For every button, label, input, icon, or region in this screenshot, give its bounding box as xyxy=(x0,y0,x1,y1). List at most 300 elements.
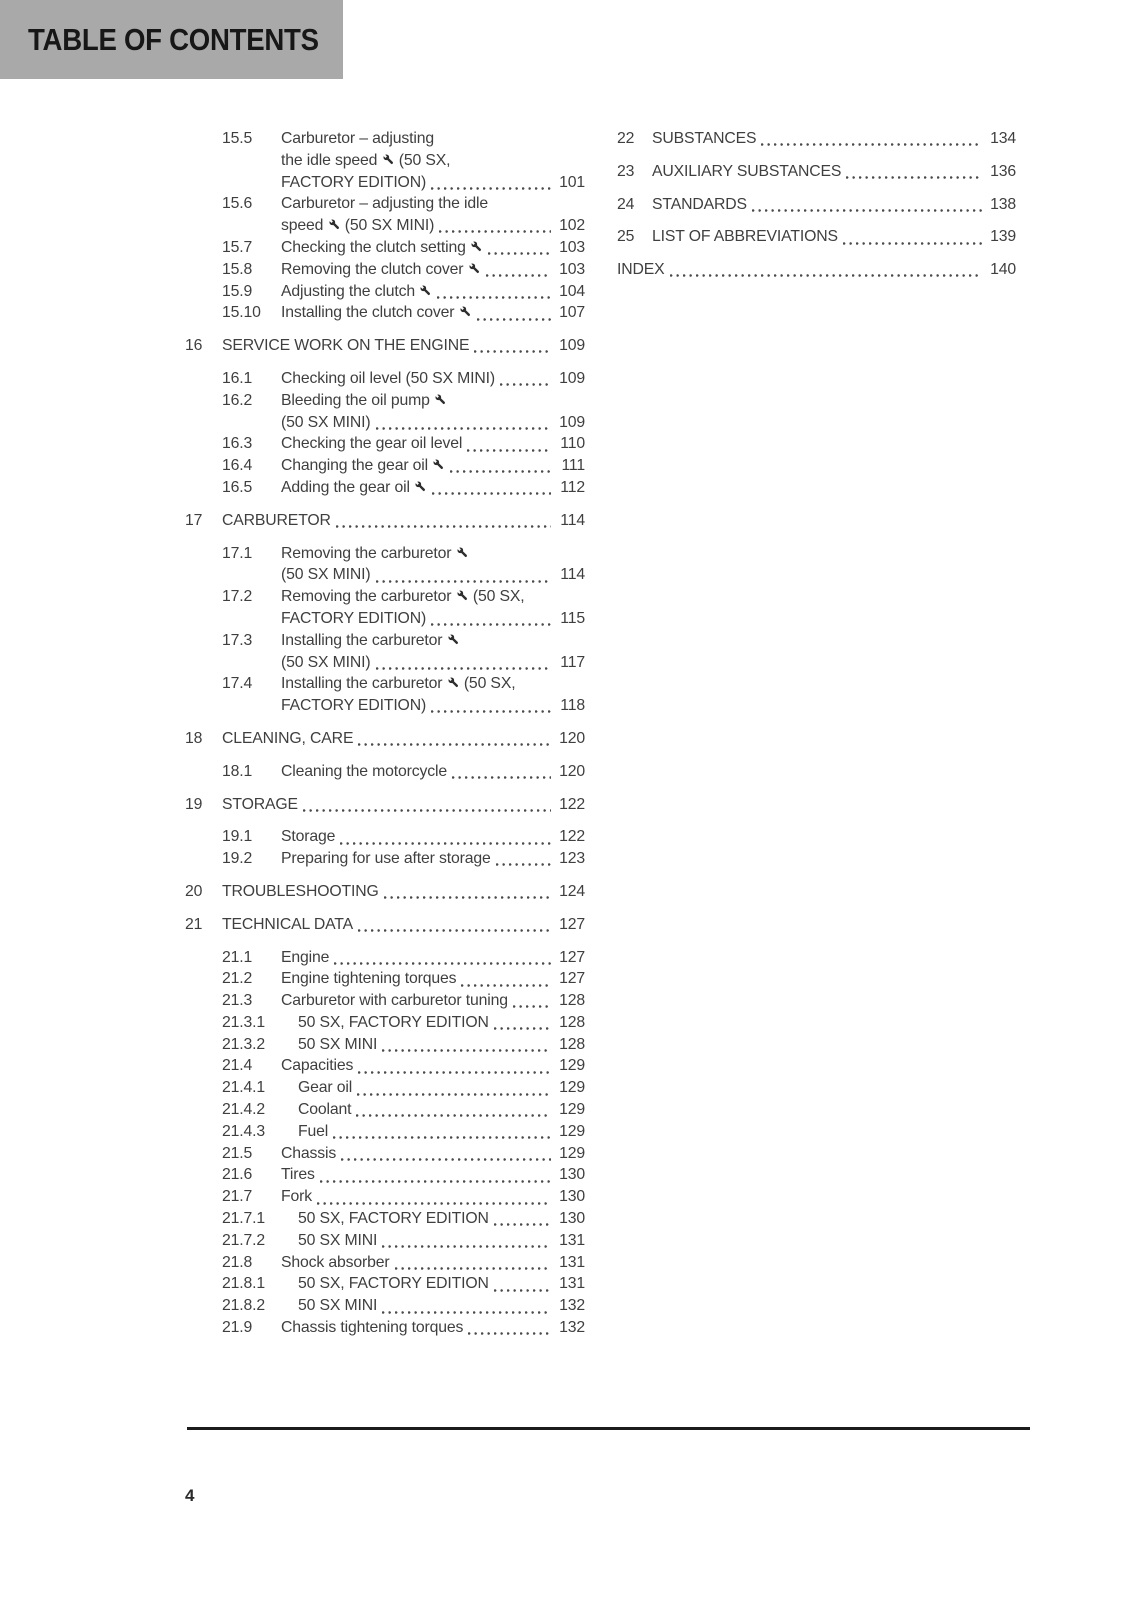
toc-entry-page: 139 xyxy=(990,228,1016,246)
dot-leader xyxy=(303,794,551,816)
toc-entry-body xyxy=(652,128,1016,150)
toc-entry-page: 134 xyxy=(990,130,1016,147)
toc-entry-line xyxy=(298,1230,585,1252)
toc-entry-title: Carburetor with carburetor tuning xyxy=(281,992,508,1010)
toc-entry-number: 22 xyxy=(617,130,635,147)
dot-leader xyxy=(494,1273,551,1295)
toc-entry xyxy=(185,1252,585,1274)
dot-leader xyxy=(450,455,551,477)
toc-entry-title: Adjusting the clutch xyxy=(281,281,432,303)
toc-entry xyxy=(185,947,585,969)
toc-entry-line xyxy=(298,1295,585,1317)
page-title: TABLE OF CONTENTS xyxy=(28,21,319,57)
toc-entry-page: 103 xyxy=(559,260,585,278)
dot-leader xyxy=(382,1034,551,1056)
toc-entry-title: (50 SX MINI) xyxy=(281,653,371,671)
toc-entry-page: 115 xyxy=(560,609,585,627)
dot-leader xyxy=(376,564,552,586)
toc-entry-line xyxy=(281,455,585,477)
dot-leader xyxy=(358,914,551,936)
toc-entry-number: 15.9 xyxy=(222,282,253,300)
toc-entry-page: 130 xyxy=(559,1188,585,1206)
toc-entry-line: Bleeding the oil pump xyxy=(281,390,585,412)
toc-entry-page: 130 xyxy=(559,1210,585,1228)
toc-entry xyxy=(185,1273,585,1295)
toc-entry xyxy=(185,335,585,357)
toc-entry-page: 127 xyxy=(559,915,585,933)
dot-leader xyxy=(395,1252,551,1274)
toc-entry-line: the idle speed (50 SX, xyxy=(281,151,451,169)
toc-entry-title: (50 SX MINI) xyxy=(281,413,371,431)
dot-leader xyxy=(382,1230,551,1252)
toc-entry-body xyxy=(281,947,585,969)
toc-entry-page: 112 xyxy=(560,478,585,496)
dot-leader xyxy=(431,608,551,630)
toc-entry-number: 17.2 xyxy=(222,588,253,606)
toc-entry-title: Changing the gear oil xyxy=(281,455,445,477)
toc-entry-number: 18 xyxy=(185,729,203,747)
toc-entry-line xyxy=(281,302,585,324)
toc-entry-number: 24 xyxy=(617,195,635,213)
toc-entry-title: 50 SX, FACTORY EDITION xyxy=(298,1013,489,1031)
toc-entry-page: 130 xyxy=(559,1166,585,1184)
toc-entry-line xyxy=(281,652,585,674)
toc-entry-page: 117 xyxy=(560,653,585,671)
toc-entry-page: 101 xyxy=(559,173,585,191)
toc-entry xyxy=(185,193,585,237)
toc-entry-body xyxy=(281,1143,585,1165)
toc-entry-number: 21.2 xyxy=(222,970,253,988)
toc-entry-body xyxy=(617,259,1016,281)
toc-entry-number: 21.4.1 xyxy=(222,1079,266,1097)
toc-entry-page: 122 xyxy=(559,828,585,846)
dot-leader xyxy=(357,1077,551,1099)
toc-entry-number: 19.1 xyxy=(222,828,253,846)
toc-entry-body xyxy=(281,368,585,390)
wrench-icon xyxy=(456,589,469,602)
wrench-icon xyxy=(414,480,427,493)
toc-entry-page: 128 xyxy=(559,1013,585,1031)
toc-entry-body xyxy=(281,1252,585,1274)
toc-entry-body xyxy=(298,1230,585,1252)
dot-leader xyxy=(488,237,551,259)
toc-entry-body xyxy=(222,510,585,532)
toc-entry-line xyxy=(652,194,1016,216)
toc-entry-body xyxy=(222,728,585,750)
toc-entry-body xyxy=(281,1186,585,1208)
toc-entry-line xyxy=(281,564,585,586)
toc-entry-page: 129 xyxy=(559,1122,585,1140)
toc-entry-title: CLEANING, CARE xyxy=(222,729,354,747)
toc-entry-line xyxy=(298,1077,585,1099)
toc-entry-number: 23 xyxy=(617,162,635,180)
footer-rule xyxy=(187,1427,1030,1430)
toc-entry xyxy=(185,848,585,870)
toc-entry-title: Adding the gear oil xyxy=(281,477,427,499)
toc-entry-title: 50 SX, FACTORY EDITION xyxy=(298,1210,489,1228)
toc-entry-page: 107 xyxy=(559,304,585,322)
toc-entry-title: Storage xyxy=(281,828,336,846)
toc-entry-body xyxy=(222,335,585,357)
toc-entry-number: 21.5 xyxy=(222,1144,253,1162)
toc-entry-title: Fork xyxy=(281,1188,312,1206)
toc-entry xyxy=(185,302,585,324)
toc-entry-line xyxy=(298,1099,585,1121)
toc-entry-line xyxy=(222,794,585,816)
wrench-icon xyxy=(447,676,460,689)
toc-entry-title: CARBURETOR xyxy=(222,511,331,529)
toc-entry-number: 17.3 xyxy=(222,631,253,649)
toc-entry-page: 128 xyxy=(559,992,585,1010)
toc-entry-number: 16.5 xyxy=(222,478,253,496)
toc-entry xyxy=(185,673,585,717)
toc-entry-line xyxy=(281,433,585,455)
toc-entry-number: 21.4.3 xyxy=(222,1122,266,1140)
toc-entry-page: 128 xyxy=(559,1035,585,1053)
toc-entry xyxy=(185,630,585,674)
toc-entry-body xyxy=(281,543,585,587)
toc-entry xyxy=(185,1099,585,1121)
dot-leader xyxy=(474,335,551,357)
toc-entry-line xyxy=(281,368,585,390)
toc-entry xyxy=(185,128,585,193)
toc-entry-number: 16 xyxy=(185,337,203,355)
toc-entry-number: 21.7.2 xyxy=(222,1231,266,1249)
toc-entry xyxy=(185,1077,585,1099)
toc-entry-body xyxy=(281,128,585,193)
dot-leader xyxy=(431,695,551,717)
toc-entry-title: Fuel xyxy=(298,1122,329,1140)
toc-entry-page: 131 xyxy=(559,1231,585,1249)
toc-entry xyxy=(617,194,1016,216)
toc-entry-line xyxy=(617,259,1016,281)
toc-entry-body xyxy=(298,1121,585,1143)
toc-entry-number: 16.2 xyxy=(222,391,253,409)
toc-entry-body xyxy=(298,1077,585,1099)
toc-entry xyxy=(185,968,585,990)
toc-entry-page: 140 xyxy=(990,261,1016,279)
toc-entry-line xyxy=(222,881,585,903)
toc-entry-line xyxy=(652,128,1016,150)
dot-leader xyxy=(467,433,551,455)
toc-entry xyxy=(185,1230,585,1252)
dot-leader xyxy=(376,412,552,434)
toc-entry-page: 114 xyxy=(560,566,585,584)
toc-entry xyxy=(185,543,585,587)
wrench-icon xyxy=(470,240,483,253)
toc-entry-line xyxy=(652,226,1016,248)
toc-entry-body xyxy=(298,1034,585,1056)
toc-entry-body xyxy=(298,1208,585,1230)
dot-leader xyxy=(843,226,982,248)
toc-entry-number: 21.8.2 xyxy=(222,1297,266,1315)
toc-entry-page: 118 xyxy=(560,697,585,715)
toc-entry-title: Engine xyxy=(281,948,330,966)
toc-entry-line xyxy=(281,1055,585,1077)
toc-entry-line xyxy=(298,1034,585,1056)
dot-leader xyxy=(437,281,551,303)
toc-entry-body xyxy=(281,433,585,455)
toc-entry-line xyxy=(281,968,585,990)
toc-entry-line xyxy=(281,608,585,630)
toc-entry-number: 17.1 xyxy=(222,544,253,562)
toc-entry-body xyxy=(281,1055,585,1077)
toc-entry-number: 18.1 xyxy=(222,762,253,780)
dot-leader xyxy=(340,826,551,848)
toc-entry xyxy=(185,237,585,259)
dot-leader xyxy=(439,215,551,237)
toc-entry-number: 15.6 xyxy=(222,195,253,213)
toc-entry xyxy=(617,161,1016,183)
toc-entry-number: 21.3.1 xyxy=(222,1013,266,1031)
toc-entry-page: 109 xyxy=(559,337,585,355)
toc-entry-page: 102 xyxy=(559,217,585,235)
toc-column-right xyxy=(617,128,1016,1339)
toc-entry-line xyxy=(281,281,585,303)
dot-leader xyxy=(500,368,551,390)
toc-entry-body xyxy=(222,881,585,903)
toc-entry-body xyxy=(281,761,585,783)
toc-entry-title: Tires xyxy=(281,1166,315,1184)
toc-entry-line xyxy=(222,510,585,532)
toc-entry-number: 21.8 xyxy=(222,1253,253,1271)
wrench-icon xyxy=(447,633,460,646)
toc-entry-number: 21.7.1 xyxy=(222,1210,266,1228)
dot-leader xyxy=(432,477,551,499)
toc-entry-number: 25 xyxy=(617,228,635,246)
toc-columns xyxy=(185,128,1016,1339)
toc-entry-number: 21.8.1 xyxy=(222,1275,266,1293)
toc-entry-title: Checking the clutch setting xyxy=(281,237,483,259)
dot-leader xyxy=(761,128,982,150)
wrench-icon xyxy=(382,153,395,166)
toc-entry-number: 15.10 xyxy=(222,304,261,322)
toc-entry-page: 129 xyxy=(559,1057,585,1075)
toc-entry-page: 129 xyxy=(559,1144,585,1162)
toc-entry-page: 131 xyxy=(559,1253,585,1271)
toc-entry-number: 15.7 xyxy=(222,238,253,256)
toc-entry-number: 21.4.2 xyxy=(222,1101,266,1119)
toc-entry xyxy=(185,586,585,630)
toc-entry-body xyxy=(281,848,585,870)
toc-entry-line xyxy=(281,1164,585,1186)
toc-entry-body xyxy=(281,477,585,499)
toc-entry-title: Chassis xyxy=(281,1144,337,1162)
toc-entry-number: 21.1 xyxy=(222,948,253,966)
toc-entry xyxy=(185,390,585,434)
toc-entry-page: 138 xyxy=(990,195,1016,213)
toc-entry-line xyxy=(281,1143,585,1165)
toc-entry xyxy=(185,281,585,303)
toc-entry-title: STORAGE xyxy=(222,795,298,813)
toc-entry-number: 21.7 xyxy=(222,1188,253,1206)
toc-entry-number: 19 xyxy=(185,795,203,813)
dot-leader xyxy=(358,1055,551,1077)
toc-entry-line xyxy=(652,161,1016,183)
toc-entry-body xyxy=(222,914,585,936)
toc-entry-body xyxy=(298,1295,585,1317)
toc-entry-line xyxy=(281,477,585,499)
toc-entry-title: speed (50 SX MINI) xyxy=(281,217,435,235)
toc-entry xyxy=(185,1055,585,1077)
toc-entry-line xyxy=(281,215,585,237)
dot-leader xyxy=(358,728,551,750)
toc-entry-title: Gear oil xyxy=(298,1079,353,1097)
toc-entry-page: 120 xyxy=(559,762,585,780)
dot-leader xyxy=(670,259,982,281)
toc-entry xyxy=(185,433,585,455)
toc-entry-line: Carburetor – adjusting the idle xyxy=(281,195,488,213)
toc-entry-title: 50 SX MINI xyxy=(298,1297,378,1315)
dot-leader xyxy=(356,1099,551,1121)
toc-entry xyxy=(185,1121,585,1143)
toc-entry-body xyxy=(298,1012,585,1034)
toc-entry xyxy=(185,1208,585,1230)
toc-entry-number: 21.4 xyxy=(222,1057,253,1075)
toc-entry-title: Checking oil level (50 SX MINI) xyxy=(281,369,495,387)
toc-entry xyxy=(185,761,585,783)
toc-entry-line xyxy=(281,172,585,194)
wrench-icon xyxy=(419,284,432,297)
toc-entry-body xyxy=(281,1164,585,1186)
toc-entry-body xyxy=(281,586,585,630)
toc-entry-line xyxy=(281,1186,585,1208)
toc-column-left xyxy=(185,128,585,1339)
toc-entry xyxy=(185,1012,585,1034)
dot-leader xyxy=(494,1012,551,1034)
toc-entry xyxy=(185,881,585,903)
toc-entry xyxy=(617,128,1016,150)
toc-entry-title: INDEX xyxy=(617,261,665,279)
wrench-icon xyxy=(459,305,472,318)
dot-leader xyxy=(431,172,551,194)
toc-entry-body xyxy=(281,237,585,259)
toc-entry xyxy=(185,914,585,936)
toc-entry-line: Installing the carburetor xyxy=(281,630,585,652)
toc-entry-title: (50 SX MINI) xyxy=(281,566,371,584)
toc-entry-page: 109 xyxy=(559,369,585,387)
toc-entry-line xyxy=(281,412,585,434)
wrench-icon xyxy=(432,458,445,471)
toc-entry-title: Removing the clutch cover xyxy=(281,259,481,281)
toc-entry-body xyxy=(281,455,585,477)
toc-entry-title: Installing the clutch cover xyxy=(281,302,472,324)
toc-entry-page: 104 xyxy=(559,282,585,300)
toc-entry-line xyxy=(281,237,585,259)
toc-entry-title: TECHNICAL DATA xyxy=(222,915,354,933)
toc-entry xyxy=(185,477,585,499)
toc-entry-number: 21 xyxy=(185,915,203,933)
toc-entry-number: 19.2 xyxy=(222,850,253,868)
toc-entry-body xyxy=(298,1099,585,1121)
toc-entry-page: 127 xyxy=(559,970,585,988)
toc-entry-title: 50 SX MINI xyxy=(298,1231,378,1249)
wrench-icon xyxy=(456,546,469,559)
toc-entry-title: Engine tightening torques xyxy=(281,970,457,988)
toc-entry-page: 103 xyxy=(559,238,585,256)
dot-leader xyxy=(336,510,551,532)
toc-entry-title: 50 SX, FACTORY EDITION xyxy=(298,1275,489,1293)
toc-entry-title: LIST OF ABBREVIATIONS xyxy=(652,228,838,246)
toc-entry xyxy=(185,1295,585,1317)
toc-entry-line xyxy=(281,848,585,870)
dot-leader xyxy=(513,990,551,1012)
toc-entry-number: 16.3 xyxy=(222,435,253,453)
toc-entry-title: 50 SX MINI xyxy=(298,1035,378,1053)
toc-entry-page: 136 xyxy=(990,162,1016,180)
toc-entry-line xyxy=(281,1252,585,1274)
dot-leader xyxy=(333,1121,551,1143)
toc-entry-title: Checking the gear oil level xyxy=(281,435,463,453)
dot-leader xyxy=(486,259,551,281)
toc-entry-number: 15.5 xyxy=(222,130,253,147)
toc-entry-line: Removing the carburetor xyxy=(281,543,585,565)
toc-entry-page: 122 xyxy=(559,795,585,813)
toc-entry-page: 129 xyxy=(559,1079,585,1097)
toc-entry xyxy=(185,794,585,816)
toc-entry-line xyxy=(298,1121,585,1143)
dot-leader xyxy=(461,968,551,990)
toc-entry-number: 16.1 xyxy=(222,369,253,387)
toc-entry-title: SUBSTANCES xyxy=(652,130,757,147)
toc-entry-line: Removing the carburetor (50 SX, xyxy=(281,588,525,606)
toc-entry-title: Chassis tightening torques xyxy=(281,1319,464,1337)
toc-entry xyxy=(185,1317,585,1339)
toc-entry-line xyxy=(281,695,585,717)
dot-leader xyxy=(382,1295,551,1317)
toc-entry-line xyxy=(298,1208,585,1230)
toc-entry xyxy=(185,1164,585,1186)
toc-entry-title: FACTORY EDITION) xyxy=(281,173,427,191)
toc-entry-title: Shock absorber xyxy=(281,1253,390,1271)
toc-entry xyxy=(185,1186,585,1208)
wrench-icon xyxy=(468,262,481,275)
toc-entry-page: 127 xyxy=(559,948,585,966)
toc-entry-line xyxy=(222,335,585,357)
toc-entry xyxy=(617,226,1016,248)
toc-entry-body xyxy=(281,193,585,237)
toc-entry xyxy=(185,368,585,390)
toc-entry xyxy=(185,259,585,281)
toc-entry-title: Coolant xyxy=(298,1101,352,1119)
toc-entry-line xyxy=(222,728,585,750)
toc-entry-body xyxy=(298,1273,585,1295)
dot-leader xyxy=(317,1186,551,1208)
toc-entry-number: 20 xyxy=(185,882,203,900)
toc-entry-body xyxy=(281,990,585,1012)
toc-entry-page: 109 xyxy=(559,413,585,431)
toc-entry-line xyxy=(298,1012,585,1034)
toc-entry-page: 132 xyxy=(559,1319,585,1337)
dot-leader xyxy=(846,161,982,183)
dot-leader xyxy=(320,1164,551,1186)
toc-entry-body xyxy=(281,302,585,324)
toc-entry-line xyxy=(281,761,585,783)
dot-leader xyxy=(752,194,982,216)
wrench-icon xyxy=(328,218,341,231)
toc-entry-body xyxy=(281,281,585,303)
toc-entry-title: AUXILIARY SUBSTANCES xyxy=(652,162,842,180)
toc-entry-body xyxy=(281,1317,585,1339)
dot-leader xyxy=(341,1143,551,1165)
toc-entry-number: 21.3 xyxy=(222,992,253,1010)
toc-entry-body xyxy=(281,826,585,848)
toc-entry xyxy=(185,1034,585,1056)
toc-entry-page: 124 xyxy=(559,882,585,900)
toc-entry xyxy=(185,826,585,848)
toc-entry-body xyxy=(281,630,585,674)
toc-entry-line xyxy=(281,990,585,1012)
